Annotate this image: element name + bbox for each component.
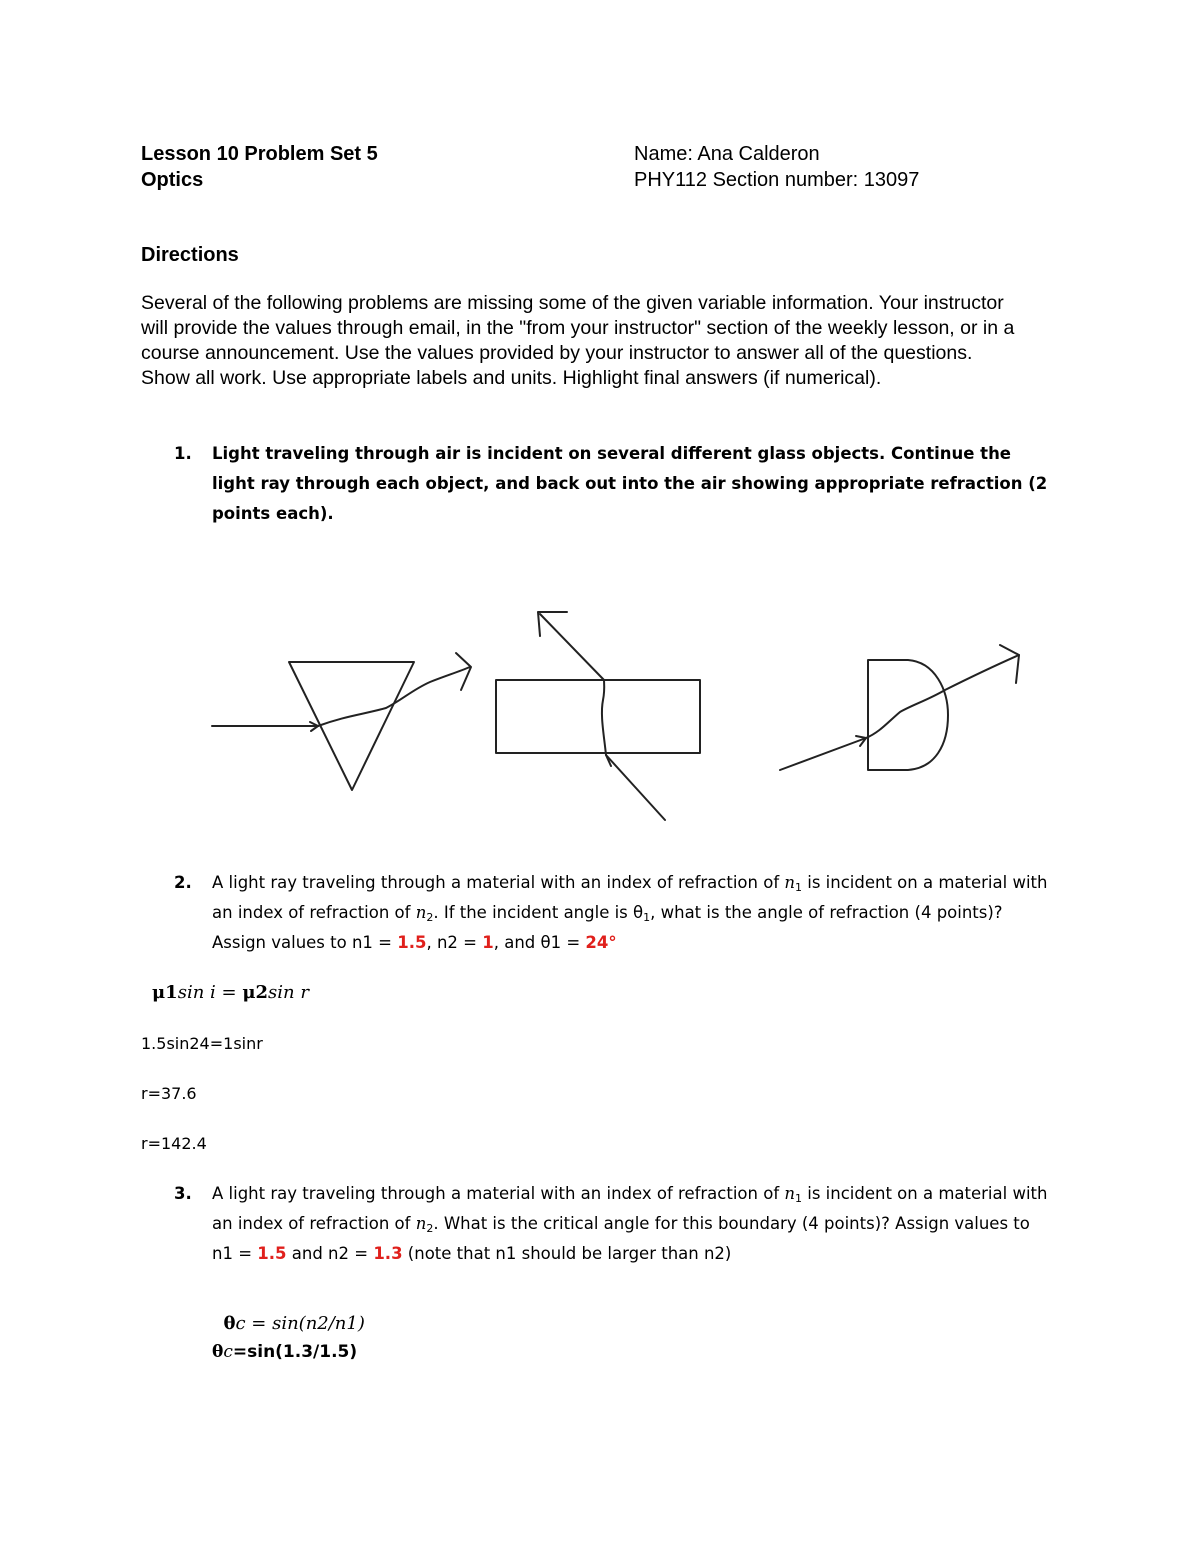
question-1-text: Light traveling through air is incident on several different glass objects. Continue the light ray through each object, and back out into the air showing appropriate refraction (2 points each).: [212, 444, 1048, 523]
symbol-n1-sub: 1: [795, 1192, 803, 1205]
d-exit-arrowhead: [1000, 645, 1019, 683]
question-1: [174, 439, 1054, 529]
d-shaped-lens: [868, 660, 948, 770]
answer-line: r=37.6: [141, 1084, 197, 1103]
critical-angle-answer: [212, 1342, 357, 1362]
triangle-incident-arrowhead: [310, 722, 318, 731]
symbol-n1: n: [784, 873, 796, 892]
page-subtitle: Optics: [141, 169, 204, 191]
d-incident-ray: [780, 738, 866, 770]
value-n2: 1: [482, 933, 494, 952]
question-2-text-part: , what is the angle of refraction (4 points)? Assign values to n1 =: [212, 903, 1003, 952]
directions-text: Several of the following problems are missing some of the given variable information. Your instructor will provide the values through email, in the "from your instructor" section of the weekly lesson, or in a course announcement. Use the values provided by your instructor to answer all of the questions. Show all work. Use appropriate labels and units. Highlight final answers (if numerical).: [141, 292, 1015, 389]
symbol-n2-sub: 2: [426, 1222, 434, 1235]
triangle-refracted-ray: [318, 667, 470, 726]
value-theta1: 24°: [585, 933, 617, 952]
question-3-text-part: is incident on a material with an index of refraction of: [212, 1184, 1048, 1233]
rectangle-exit-ray: [540, 614, 604, 680]
rectangle-exit-arrowhead: [538, 612, 567, 636]
question-3-text-part: (note that n1 should be larger than n2): [402, 1244, 732, 1263]
directions-heading: Directions: [141, 244, 239, 266]
symbol-n1-sub: 1: [795, 881, 803, 894]
triangle-exit-arrowhead: [456, 653, 471, 690]
formula-theta: θ: [212, 1342, 224, 1362]
page-title: Lesson 10 Problem Set 5: [141, 143, 378, 165]
question-2-text-part: . If the incident angle is θ: [433, 903, 644, 922]
formula-theta: θ: [223, 1313, 236, 1334]
question-1-number: 1.: [174, 444, 192, 463]
triangle-prism: [289, 662, 414, 790]
question-3-text-part: . What is the critical angle for this boundary (4 points)? Assign values to n1 =: [212, 1214, 1030, 1263]
symbol-n2-sub: 2: [426, 911, 434, 924]
question-2-text: [212, 868, 1054, 958]
symbol-n1: n: [784, 1184, 796, 1203]
formula-c: c: [223, 1342, 233, 1362]
rectangle-refracted-ray: [602, 680, 606, 755]
answer-line: r=142.4: [141, 1134, 207, 1153]
value-n1: 1.5: [397, 933, 427, 952]
value-n2: 1.3: [373, 1244, 403, 1263]
student-name: Name: Ana Calderon: [634, 143, 820, 165]
question-2-text-part: , n2 =: [426, 933, 483, 952]
question-3: [174, 1179, 1054, 1269]
rectangle-incident-ray: [606, 755, 665, 820]
symbol-n2: n: [415, 1214, 427, 1233]
d-incident-arrowhead: [856, 736, 866, 746]
section-number: PHY112 Section number: 13097: [634, 169, 920, 191]
question-3-text-part: A light ray traveling through a material with an index of refraction of: [212, 1184, 785, 1203]
formula-mu1: μ1: [152, 982, 178, 1003]
formula-rest: =sin(1.3/1.5): [232, 1342, 358, 1362]
symbol-theta1-sub: 1: [643, 911, 651, 924]
rectangle-incident-arrowhead: [606, 755, 611, 766]
d-refracted-ray: [866, 655, 1019, 738]
formula-equals: =: [215, 982, 243, 1003]
question-3-number: 3.: [174, 1184, 192, 1203]
question-2-text-part: A light ray traveling through a material with an index of refraction of: [212, 873, 785, 892]
value-n1: 1.5: [257, 1244, 287, 1263]
formula-rhs: sin r: [268, 982, 309, 1003]
question-2-number: 2.: [174, 873, 192, 892]
critical-angle-formula: [212, 1292, 365, 1334]
answer-line: 1.5sin24=1sinr: [141, 1034, 263, 1053]
formula-c: c: [235, 1313, 246, 1334]
formula-lhs: sin i: [177, 982, 216, 1003]
question-3-text: [212, 1179, 1054, 1269]
question-2-text-part: is incident on a material with an index of refraction of: [212, 873, 1048, 922]
rectangular-slab: [496, 680, 700, 753]
formula-mu2: μ2: [242, 982, 269, 1003]
symbol-n2: n: [415, 903, 427, 922]
question-2-text-part: , and θ1 =: [493, 933, 586, 952]
snell-formula: [152, 982, 309, 1003]
question-3-text-part: and n2 =: [286, 1244, 374, 1263]
formula-rest: = sin(n2/n1): [245, 1313, 365, 1334]
question-2: [174, 868, 1054, 958]
